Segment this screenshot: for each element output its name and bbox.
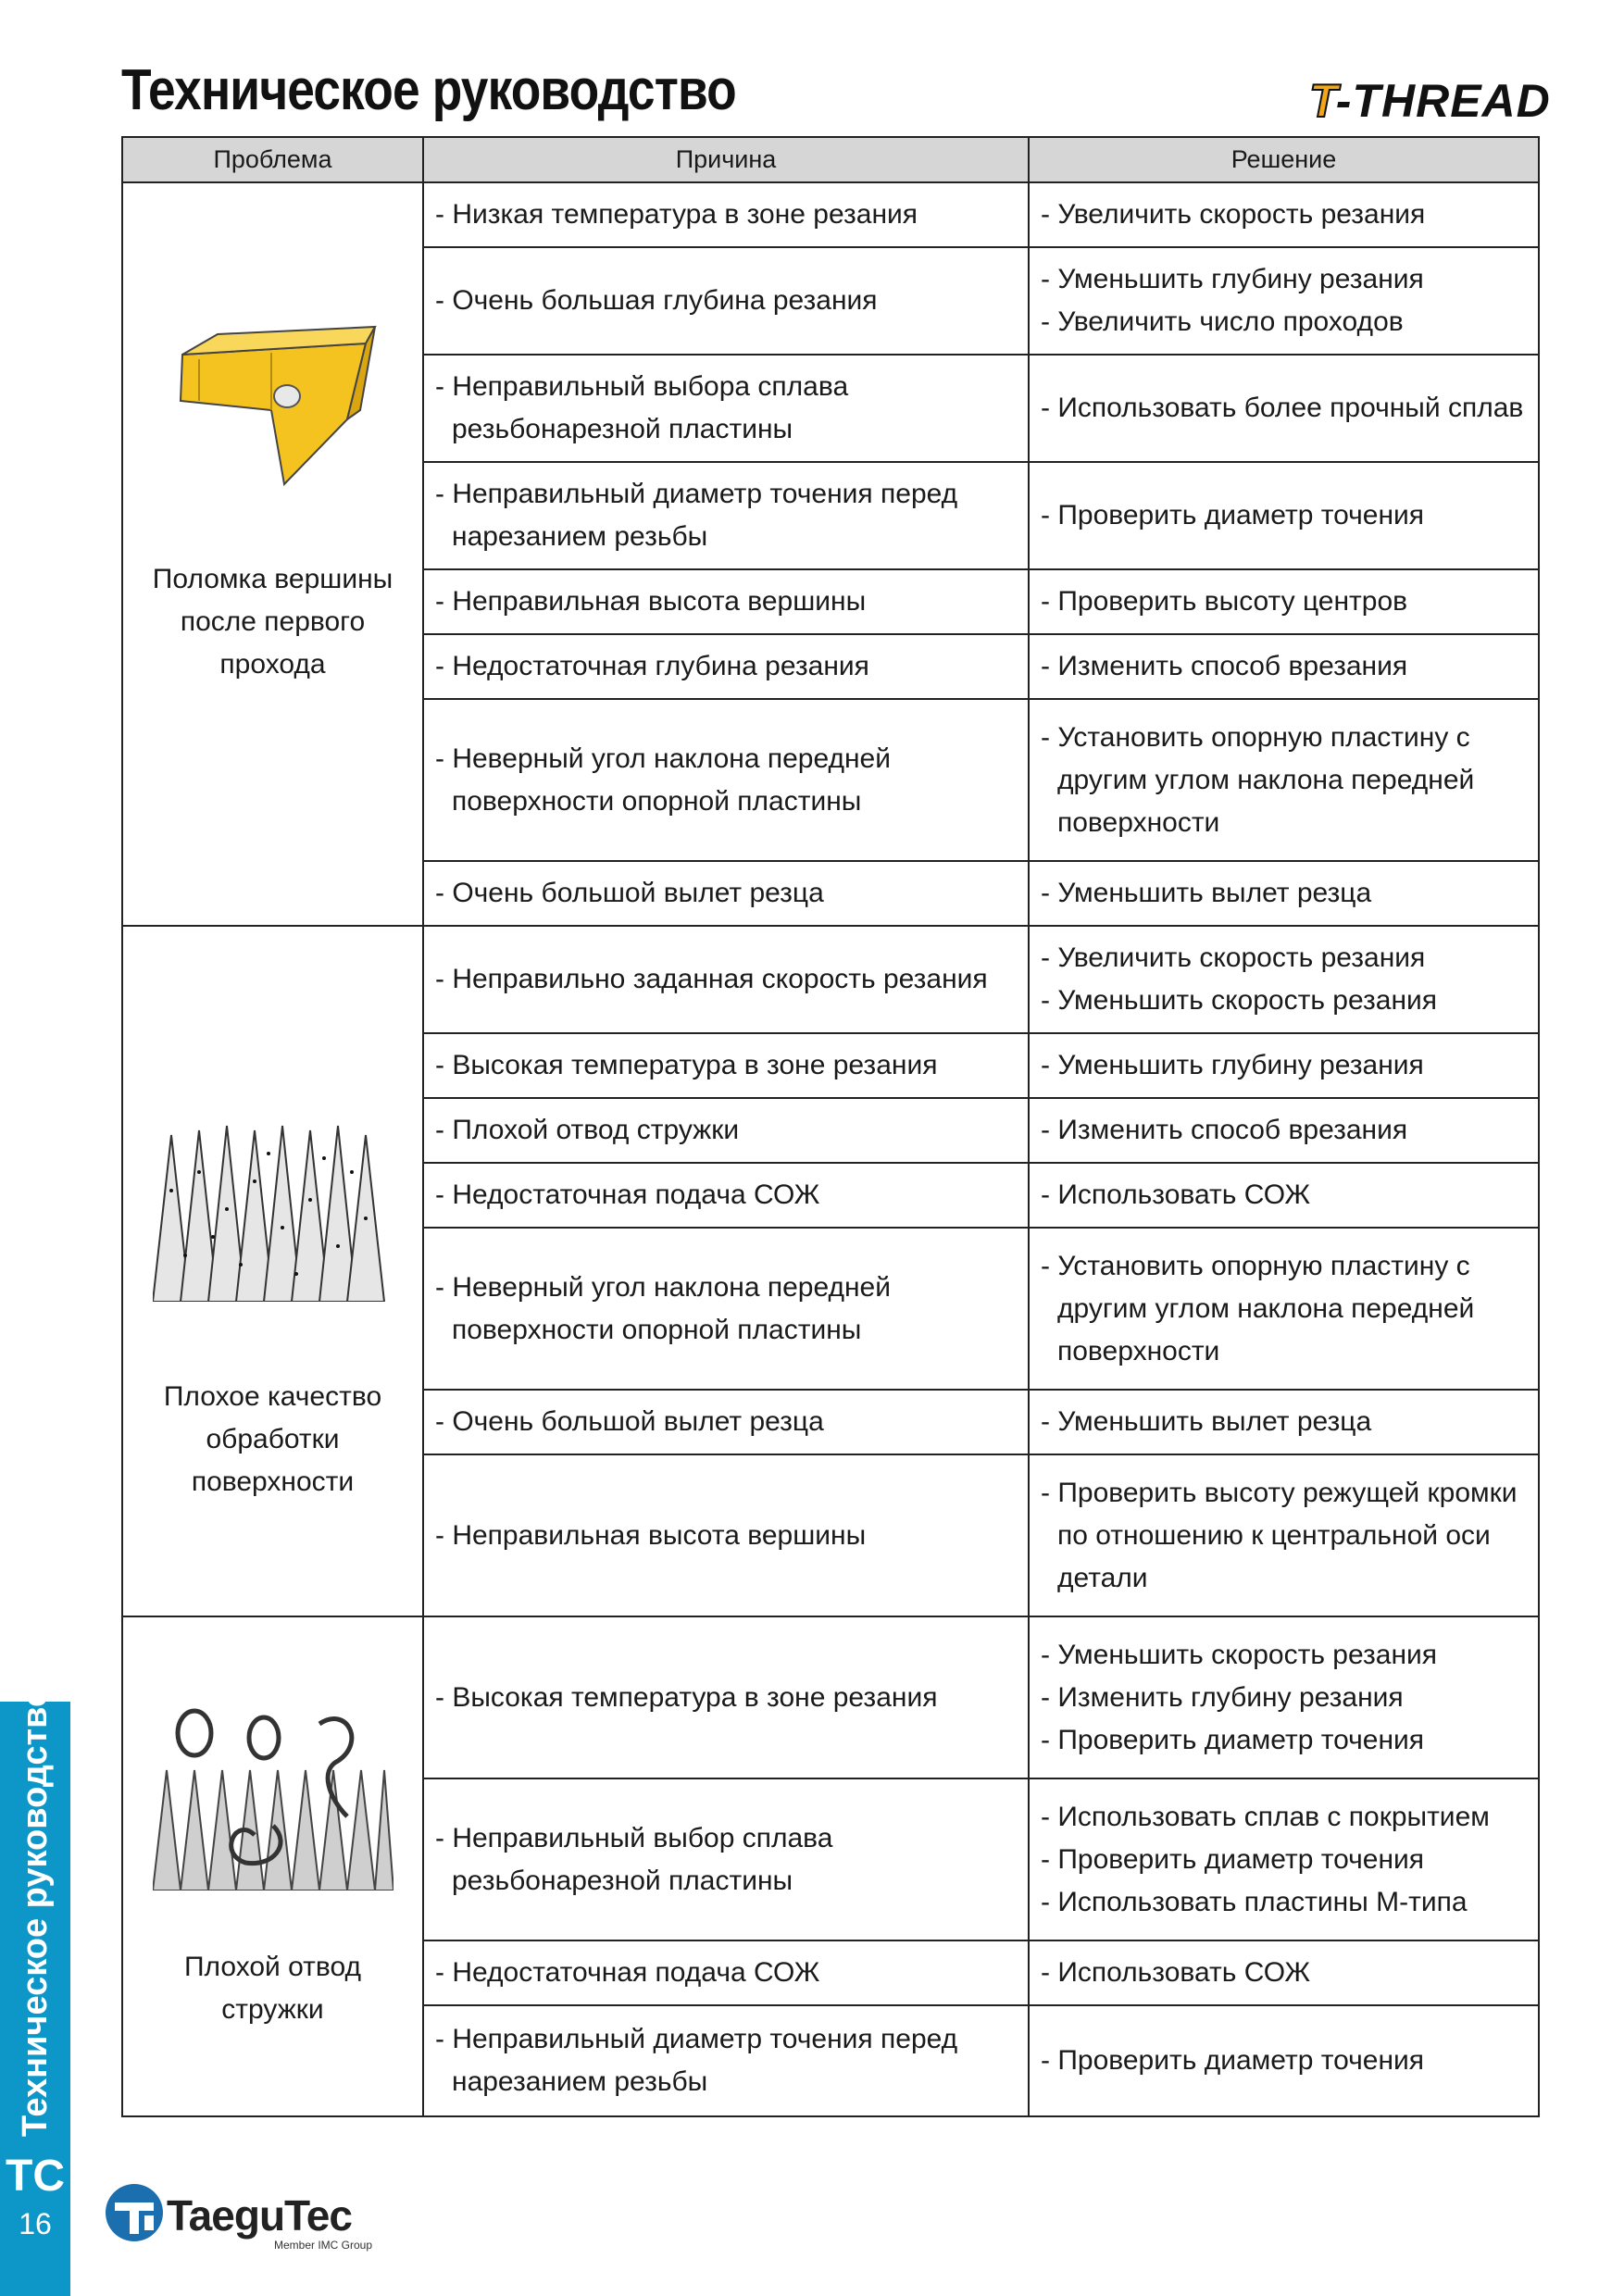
cause-line: - Неправильно заданная скорость резания	[435, 964, 988, 994]
solution-cell	[1029, 247, 1539, 355]
cause-line: - Плохой отвод стружки	[435, 1115, 740, 1145]
cause-line: поверхности опорной пластины	[452, 1314, 862, 1345]
problem-label	[132, 1376, 413, 1504]
problem-cell	[122, 182, 423, 926]
solution-line: - Изменить глубину резания	[1041, 1681, 1404, 1713]
problem-label-line: обработки	[206, 1424, 340, 1454]
solution-cell	[1029, 2005, 1539, 2116]
solution-line: - Проверить диаметр точения	[1041, 2045, 1425, 2076]
cause-line: - Высокая температура в зоне резания	[435, 1050, 938, 1080]
cause-line: - Неверный угол наклона передней	[435, 1271, 891, 1303]
solution-cell	[1029, 634, 1539, 699]
cause-line: - Очень большой вылет резца	[435, 878, 824, 908]
solution-cell	[1029, 569, 1539, 634]
solution-cell	[1029, 1778, 1539, 1940]
solution-line: другим углом наклона передней	[1057, 1292, 1475, 1324]
cause-cell	[423, 569, 1029, 634]
cause-cell	[423, 1228, 1029, 1390]
solution-line: - Использовать более прочный сплав	[1041, 393, 1524, 423]
cause-cell	[423, 1940, 1029, 2005]
section-code: TC	[6, 2152, 65, 2201]
problem-cell	[122, 1616, 423, 2116]
brand-logo	[1309, 74, 1551, 128]
solution-cell	[1029, 861, 1539, 926]
taegutec-logo-icon	[102, 2180, 167, 2245]
table-row	[122, 182, 1539, 247]
solution-line: - Уменьшить вылет резца	[1041, 1406, 1372, 1437]
cause-cell	[423, 1454, 1029, 1616]
page-number: 16	[19, 2207, 52, 2240]
solution-line: - Изменить способ врезания	[1041, 1115, 1408, 1145]
cause-line: - Неправильная высота вершины	[435, 586, 867, 617]
cause-line: - Неверный угол наклона передней	[435, 742, 891, 774]
cause-line: нарезанием резьбы	[452, 521, 708, 552]
cause-line: - Неправильный диаметр точения перед	[435, 2024, 958, 2054]
solution-line: поверхности	[1057, 1335, 1220, 1366]
solution-line: - Установить опорную пластину с	[1041, 1250, 1470, 1281]
solution-cell	[1029, 1163, 1539, 1228]
solution-line: - Проверить высоту центров	[1041, 586, 1408, 617]
solution-cell	[1029, 1033, 1539, 1098]
cause-cell	[423, 1033, 1029, 1098]
broken-insert-icon	[132, 308, 413, 493]
solution-line: другим углом наклона передней	[1057, 764, 1475, 795]
solution-cell	[1029, 1940, 1539, 2005]
problem-label-line: Плохое качество	[163, 1381, 382, 1412]
brand-logo-rest: -THREAD	[1335, 75, 1551, 127]
cause-cell	[423, 247, 1029, 355]
solution-cell	[1029, 1098, 1539, 1163]
cause-line: - Низкая температура в зоне резания	[435, 199, 918, 230]
solution-cell	[1029, 1228, 1539, 1390]
table-header-row	[122, 137, 1539, 182]
solution-line: - Использовать сплав с покрытием	[1041, 1801, 1490, 1832]
problem-label-line: Поломка вершины	[152, 564, 394, 594]
solution-cell	[1029, 462, 1539, 569]
solution-line: - Увеличить скорость резания	[1041, 942, 1426, 973]
solution-line: - Использовать СОЖ	[1041, 1957, 1311, 1988]
solution-line: поверхности	[1057, 806, 1220, 838]
solution-line: - Увеличить скорость резания	[1041, 199, 1426, 230]
solution-cell	[1029, 1454, 1539, 1616]
cause-cell	[423, 1616, 1029, 1778]
problem-label-line: стружки	[221, 1994, 324, 2025]
solution-line: - Уменьшить вылет резца	[1041, 878, 1372, 908]
solution-line: - Проверить диаметр точения	[1041, 500, 1425, 530]
problem-label-line: после первого	[180, 606, 366, 637]
solution-line: - Изменить способ врезания	[1041, 651, 1408, 681]
troubleshooting-table	[121, 136, 1540, 2117]
solution-line: по отношению к центральной оси	[1057, 1519, 1491, 1551]
solution-line: - Уменьшить скорость резания	[1041, 1639, 1438, 1670]
cause-cell	[423, 926, 1029, 1033]
logo-subtext: Member IMC Group	[274, 2239, 373, 2252]
solution-line: - Проверить диаметр точения	[1041, 1843, 1425, 1875]
solution-cell	[1029, 1390, 1539, 1454]
cause-line: - Очень большая глубина резания	[435, 285, 878, 316]
cause-cell	[423, 1163, 1029, 1228]
cause-line: - Неправильный выбора сплава	[435, 371, 849, 402]
cause-cell	[423, 355, 1029, 462]
solution-line: детали	[1057, 1562, 1148, 1593]
cause-cell	[423, 634, 1029, 699]
cause-cell	[423, 861, 1029, 926]
cause-line: поверхности опорной пластины	[452, 785, 862, 817]
side-tab-label: Техническое руководство	[16, 1685, 55, 2137]
solution-cell	[1029, 182, 1539, 247]
cause-cell	[423, 1390, 1029, 1454]
side-tab	[0, 1685, 70, 2296]
header-cause: Причина	[423, 137, 1029, 182]
cause-line: резьбонарезной пластины	[452, 1865, 793, 1896]
solution-cell	[1029, 355, 1539, 462]
cause-line: - Неправильный выбор сплава	[435, 1822, 833, 1853]
cause-cell	[423, 2005, 1029, 2116]
header-problem: Проблема	[122, 137, 423, 182]
header-solution: Решение	[1029, 137, 1539, 182]
cause-line: - Неправильная высота вершины	[435, 1519, 867, 1551]
cause-cell	[423, 1778, 1029, 1940]
table-row	[122, 1616, 1539, 1778]
brand-logo-first: T	[1309, 75, 1336, 127]
solution-line: - Использовать пластины М-типа	[1041, 1886, 1468, 1917]
solution-cell	[1029, 926, 1539, 1033]
problem-cell	[122, 926, 423, 1616]
cause-line: нарезанием резьбы	[452, 2066, 708, 2097]
cause-line: - Очень большой вылет резца	[435, 1406, 824, 1437]
cause-line: - Недостаточная подача СОЖ	[435, 1957, 820, 1988]
solution-cell	[1029, 699, 1539, 861]
solution-line: - Проверить диаметр точения	[1041, 1724, 1425, 1755]
solution-line: - Установить опорную пластину с	[1041, 721, 1470, 753]
table-row	[122, 926, 1539, 1033]
page-title: Техническое руководство	[121, 58, 736, 122]
cause-line: резьбонарезной пластины	[452, 414, 793, 444]
cause-cell	[423, 1098, 1029, 1163]
solution-line: - Увеличить число проходов	[1041, 306, 1404, 337]
chip-evacuation-icon	[132, 1705, 413, 1890]
cause-cell	[423, 699, 1029, 861]
solution-line: - Использовать СОЖ	[1041, 1179, 1311, 1210]
rough-surface-icon	[132, 1117, 413, 1302]
solution-line: - Уменьшить скорость резания	[1041, 985, 1438, 1016]
solution-line: - Уменьшить глубину резания	[1041, 1050, 1424, 1080]
problem-label-line: прохода	[219, 649, 326, 680]
cause-line: - Высокая температура в зоне резания	[435, 1681, 938, 1713]
cause-line: - Недостаточная подача СОЖ	[435, 1179, 820, 1210]
solution-line: - Проверить высоту режущей кромки	[1041, 1477, 1518, 1508]
problem-label-line: поверхности	[191, 1466, 355, 1497]
problem-label-line: Плохой отвод	[183, 1952, 362, 1982]
cause-line: - Неправильный диаметр точения перед	[435, 479, 958, 509]
solution-line: - Уменьшить глубину резания	[1041, 264, 1424, 294]
cause-line: - Недостаточная глубина резания	[435, 651, 869, 681]
cause-cell	[423, 462, 1029, 569]
problem-label	[132, 1946, 413, 2031]
cause-cell	[423, 182, 1029, 247]
logo-text: TaeguTec	[167, 2191, 352, 2240]
problem-label	[132, 558, 413, 686]
solution-cell	[1029, 1616, 1539, 1778]
